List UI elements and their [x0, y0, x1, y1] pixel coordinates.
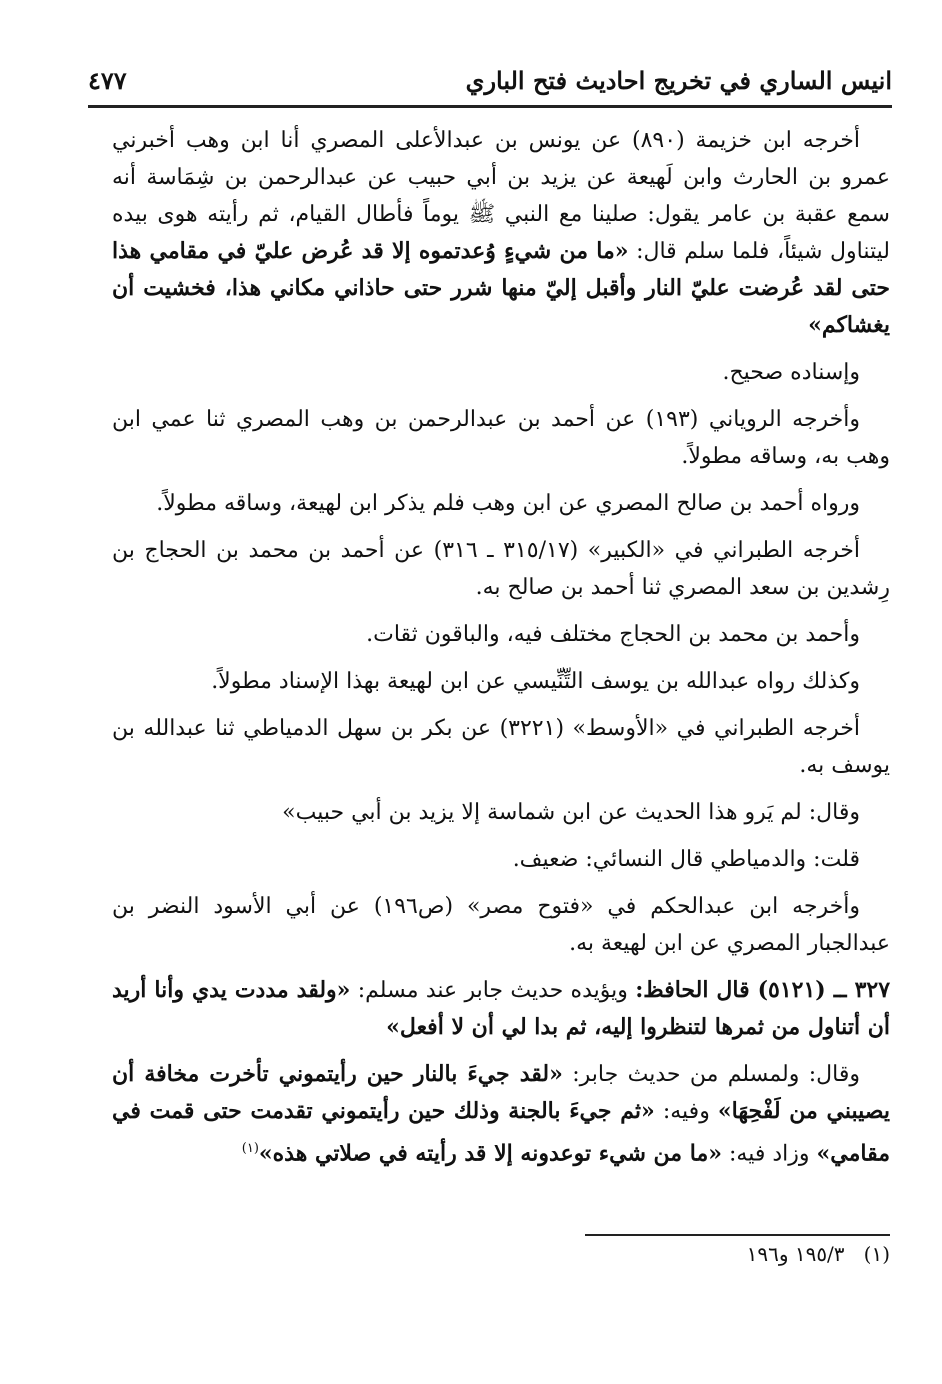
paragraph: وأخرجه ابن عبدالحكم في «فتوح مصر» (ص١٩٦) عن أبي الأسود النضر بن عبدالجبار المصري عن ابن لهيعة به.: [112, 894, 890, 956]
header-rule: [88, 105, 892, 108]
quote-3: «ما من شيء توعدونه إلا قد رأيته في صلاتي هذه»: [258, 1140, 722, 1167]
paragraph: قلت: والدمياطي قال النسائي: ضعيف.: [512, 847, 860, 872]
footnote-text: ١٩٥/٣ و١٩٦: [746, 1242, 845, 1266]
last-intro: وقال: ولمسلم من حديث جابر:: [572, 1062, 860, 1087]
paragraph: أخرجه الطبراني في «الأوسط» (٣٢٢١) عن بكر بن سهل الدمياطي ثنا عبدالله بن يوسف به.: [112, 716, 890, 778]
paragraph: وأحمد بن محمد بن الحجاج مختلف فيه، والباقون ثقات.: [366, 622, 860, 647]
paragraph: ورواه أحمد بن صالح المصري عن ابن وهب فلم يذكر ابن لهيعة، وساقه مطولاً.: [156, 491, 860, 516]
page-header: [88, 66, 892, 95]
last-paragraph: [112, 1056, 890, 1172]
footnote: [747, 1242, 890, 1266]
paragraph: وأخرجه الروياني (١٩٣) عن أحمد بن عبدالرحمن بن وهب المصري ثنا عمي ابن وهب به، وساقه مطولاً.: [112, 407, 890, 469]
book-title: انيس الساري في تخريج احاديث فتح الباري: [465, 66, 892, 95]
entry-heading: ٣٢٧ ــ (٥١٢١) قال الحافظ:: [635, 977, 891, 1003]
paragraph-ibn-khuzayma: [112, 122, 890, 344]
quote-2: «ثم جيءَ بالجنة وذلك حين رأيتموني تقدمت حتى قمت في مقامي»: [112, 1098, 890, 1167]
paragraph: أخرجه الطبراني في «الكبير» (٣١٥/١٧ ـ ٣١٦) عن أحمد بن محمد بن الحجاج بن رِشدين بن سعد المصري ثنا أحمد بن صالح به.: [112, 538, 890, 600]
entry-text: ويؤيده حديث جابر عند مسلم:: [357, 978, 628, 1003]
last-mid-2: وزاد فيه:: [728, 1141, 810, 1167]
last-mid: وفيه:: [662, 1099, 710, 1124]
page-body: [112, 122, 890, 1182]
footnote-marker: (١): [241, 1141, 259, 1156]
paragraph: وقال: لم يَرو هذا الحديث عن ابن شماسة إلا يزيد بن أبي حبيب»: [282, 800, 860, 825]
footnote-rule: [585, 1234, 890, 1236]
page-number: ٤٧٧: [88, 66, 127, 95]
hadith-quote: «ما من شيءٍ وُعدتموه إلا قد عُرض عليّ في مقامي هذا حتى لقد عُرضت عليّ النار وأقبل إليّ منها شرر حتى حاذاني مكاني هذا، فخشيت أن يغشاكم»: [112, 238, 890, 338]
paragraph: وإسناده صحيح.: [722, 360, 860, 385]
entry-327: [112, 972, 890, 1046]
paragraph: وكذلك رواه عبدالله بن يوسف التِّنِّيسي عن ابن لهيعة بهذا الإسناد مطولاً.: [211, 669, 860, 694]
quote-1: «لقد جيءَ بالنار حين رأيتموني تأخرت مخافة أن يصيبني من لَفْحِهَا»: [112, 1061, 890, 1124]
footnote-number: (١): [863, 1242, 890, 1266]
paragraph-text: أخرجه ابن خزيمة (٨٩٠) عن يونس بن عبدالأعلى المصري أنا ابن وهب أخبرني عمرو بن الحارث وابن لَهيعة عن يزيد بن أبي حبيب عن عبدالرحمن بن شِمَاسة أنه سمع عقبة بن عامر يقول: صلينا مع النبي ﷺ يوماً فأطال القيام، ثم رأيته هوى بيده ليتناول شيئاً، فلما سلم قال:: [112, 128, 890, 264]
entry-quote: «ولقد مددت يدي وأنا أريد أن أتناول من ثمرها لتنظروا إليه، ثم بدا لي أن لا أفعل»: [112, 977, 890, 1040]
